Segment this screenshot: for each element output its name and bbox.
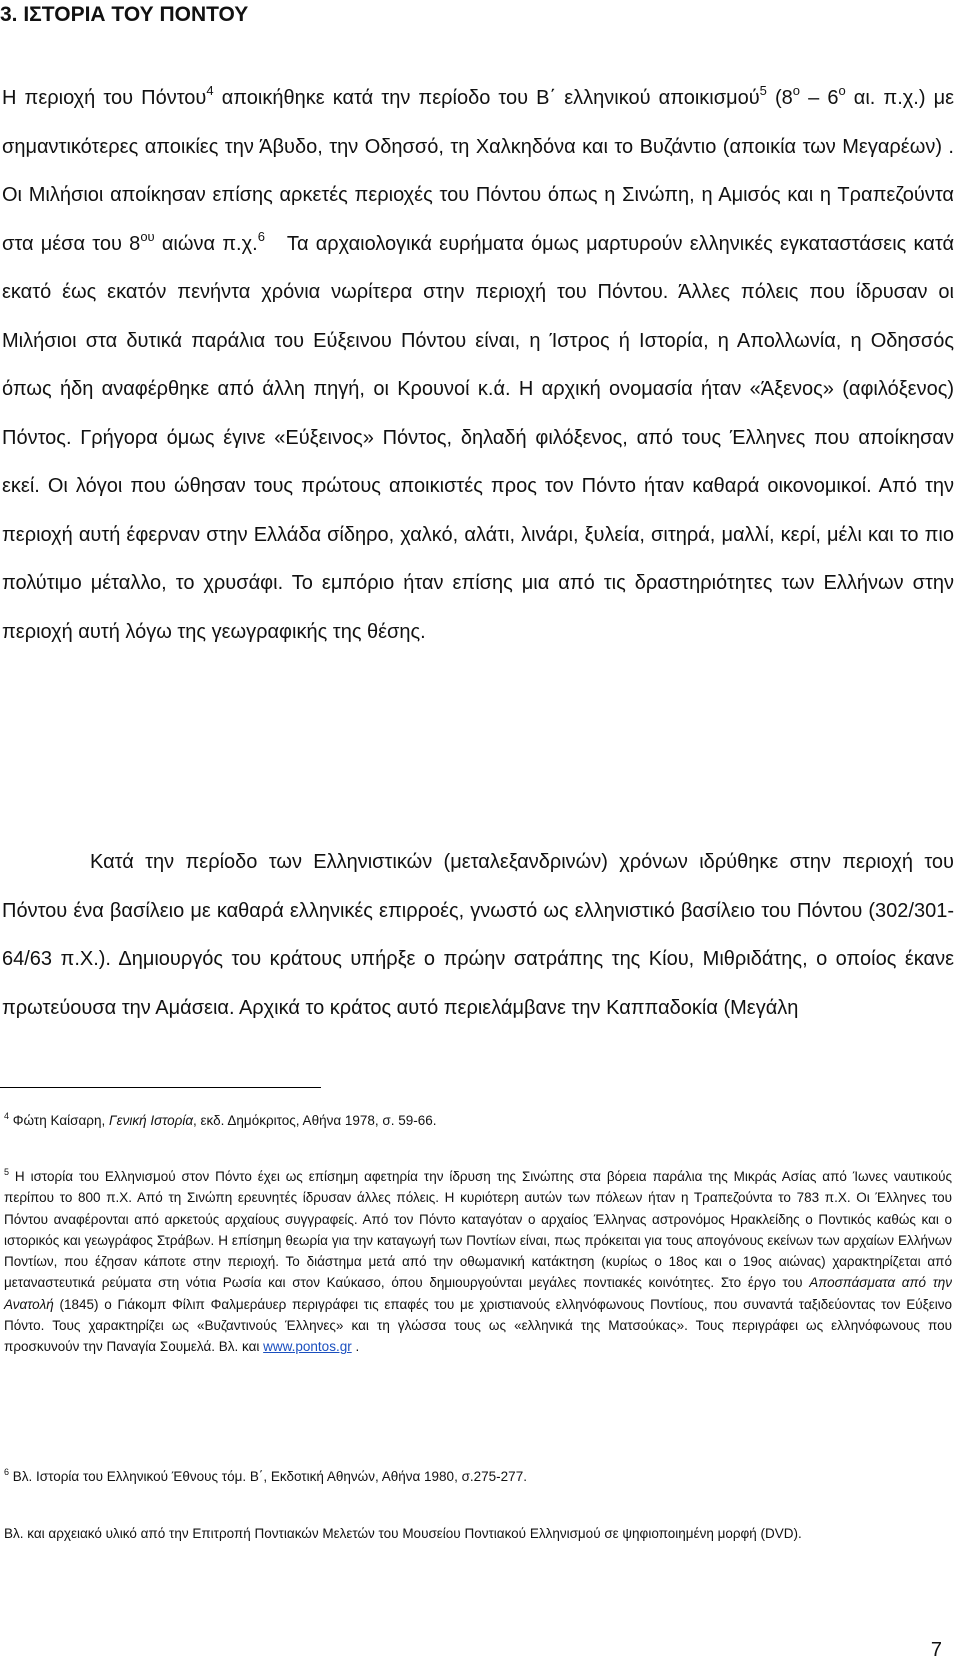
ordinal-superscript: ου <box>140 228 155 244</box>
website-link[interactable]: www.pontos.gr <box>263 1339 352 1355</box>
footnote-text: Βλ. και αρχειακό υλικό από την Επιτροπή Ποντιακών Μελετών του Μουσείου Ποντιακού Ελληνισμού σε ψηφιοποιημένη μορφή (DVD). <box>4 1526 802 1541</box>
footnote-number: 5 <box>4 1167 10 1177</box>
text-run: αι. π.χ.) με σημαντικότερες αποικίες την Άβυδο, την Οδησσό, τη Χαλκηδόνα και το Βυζάντιο (αποικία των Μεγαρέων) . Οι Μιλήσιοι αποίκησαν επίσης αρκετές περιοχές του Πόντου όπως η Σινώπη, η Αμισός και η Τραπεζούντα στα μέσα του 8 <box>2 87 955 255</box>
footnote <box>4 1523 952 1544</box>
footnote-separator <box>0 1087 321 1088</box>
footnote <box>4 1466 952 1487</box>
page-number: 7 <box>930 1639 942 1661</box>
ordinal-superscript: ο <box>838 83 846 98</box>
body-paragraph <box>2 74 954 656</box>
book-title: Αποσπάσματα από την Ανατολή <box>4 1275 952 1312</box>
text-run: αποικήθηκε κατά την περίοδο του Β΄ ελληνικού αποικισμού <box>213 87 760 109</box>
footnote-text: Φώτη Καίσαρη, <box>9 1113 109 1128</box>
footnote-text: . <box>351 1339 360 1355</box>
footnote-number: 6 <box>4 1467 10 1477</box>
footnote <box>4 1110 952 1131</box>
body-paragraph: Κατά την περίοδο των Ελληνιστικών (μεταλεξανδρινών) χρόνων ιδρύθηκε στην περιοχή του Πόντου ένα βασίλειο με καθαρά ελληνικές επιρροές, γνωστό ως ελληνιστικό βασίλειο του Πόντου (302/301-64/63 π.Χ.). Δημιουργός του κράτους υπήρξε ο πρώην σατράπης της Κίου, Μιθριδάτης, ο οποίος έκανε πρωτεύουσα την Αμάσεια. Αρχικά το κράτος αυτό περιελάμβανε την Καππαδοκία (Μεγάλη <box>2 851 954 1019</box>
footnote-number: 4 <box>4 1111 10 1121</box>
footnote-ref[interactable]: 5 <box>759 83 767 98</box>
footnote <box>4 1166 952 1358</box>
footnote-text: (1845) ο Γιάκομπ Φίλιπ Φαλμεράυερ περιγράφει τις επαφές του με χριστιανούς ελληνόφωνους Ποντίους, που συναντά ταξιδεύοντας τον Εύξεινο Πόντο. Τους χαρακτηρίζει ως «Βυζαντινούς Έλληνες» και τη γλώσσα τους ως «ελληνικά της Ματσούκας». Τους περιγράφει ως ελληνόφωνους που προσκυνούν την Παναγία Σουμελά. Βλ. και <box>4 1296 952 1355</box>
text-run: Η περιοχή του Πόντου <box>2 87 207 109</box>
footnote-ref[interactable]: 4 <box>206 83 214 98</box>
footnote-text: , εκδ. Δημόκριτος, Αθήνα 1978, σ. 59-66. <box>193 1113 437 1128</box>
text-run: Τα αρχαιολογικά ευρήματα όμως μαρτυρούν ελληνικές εγκαταστάσεις κατά εκατό έως εκατόν πενήντα χρόνια νωρίτερα στην περιοχή του Πόντου. Άλλες πόλεις που ίδρυσαν οι Μιλήσιοι στα δυτικά παράλια του Εύξεινου Πόντου είναι, η Ίστρος ή Ιστορία, η Απολλωνία, η Οδησσός όπως ήδη αναφέρθηκε από άλλη πηγή, οι Κρουνοί κ.ά. Η αρχική ονομασία ήταν «Άξενος» (αφιλόξενος) Πόντος. Γρήγορα όμως έγινε «Εύξεινος» Πόντος, δηλαδή φιλόξενος, από τους Έλληνες που αποίκησαν εκεί. Οι λόγοι που ώθησαν τους πρώτους αποικιστές προς τον Πόντο ήταν καθαρά οικονομικοί. Από την περιοχή αυτή έφερναν στην Ελλάδα σίδηρο, χαλκό, αλάτι, λινάρι, ξυλεία, σιτηρά, μαλλί, κερί, μέλι και το πιο πολύτιμο μέταλλο, το χρυσάφι. Το εμπόριο ήταν επίσης μια από τις δραστηριότητες των Ελλήνων στην περιοχή αυτή λόγω της γεωγραφικής της θέσης. <box>2 232 955 643</box>
section-heading: 3. ΙΣΤΟΡΙΑ ΤΟΥ ΠΟΝΤΟΥ <box>0 3 249 26</box>
text-run: (8 <box>766 87 793 109</box>
book-title: Γενική Ιστορία <box>108 1113 194 1128</box>
text-run: – 6 <box>800 87 839 109</box>
text-run: αιώνα π.χ. <box>154 232 258 255</box>
footnote-text: Βλ. Ιστορία του Ελληνικού Έθνους τόμ. Β΄, Εκδοτική Αθηνών, Αθήνα 1980, σ.275-277. <box>9 1469 527 1484</box>
ordinal-superscript: ο <box>792 83 801 98</box>
footnote-text: Η ιστορία του Ελληνισμού στον Πόντο έχει ως επίσημη αφετηρία την ίδρυση της Σινώπης στα βόρεια παράλια της Μικράς Ασίας από Ίωνες ναυτικούς περίπου το 800 π.Χ. Από τη Σινώπη ερευνητές ίδρυσαν άλλες πόλεις. Η κυριότερη αυτών των πόλεων ήταν η Τραπεζούντα το 783 π.Χ. Οι Έλληνες του Πόντου αναφέρονται από αρκετούς αρχαίους συγγραφείς. Από τον Πόντο καταγόταν ο αρχαίος Έλληνας αστρονόμος Ηρακλείδης ο Ποντικός καθώς και ο ιστορικός και γεωγράφος Στράβων. Η επίσημη θεωρία για την καταγωγή των Ποντίων είναι, πως πρόκειται για τους απογόνους εκείνων των αρχαίων Ελλήνων Ποντίων, που έζησαν κάποτε στην περιοχή. Το διάστημα μετά από την οθωμανική κατάκτηση (κυρίως ο 18ος και ο 19ος αιώνας) χαρακτηρίζεται από μεταναστευτικά ρεύματα στη νότια Ρωσία και στον Καύκασο, όπου δημιουργούνται μεγάλες ποντιακές κοινότητες. Στο έργο του <box>4 1169 952 1291</box>
footnote-ref[interactable]: 6 <box>257 228 265 244</box>
